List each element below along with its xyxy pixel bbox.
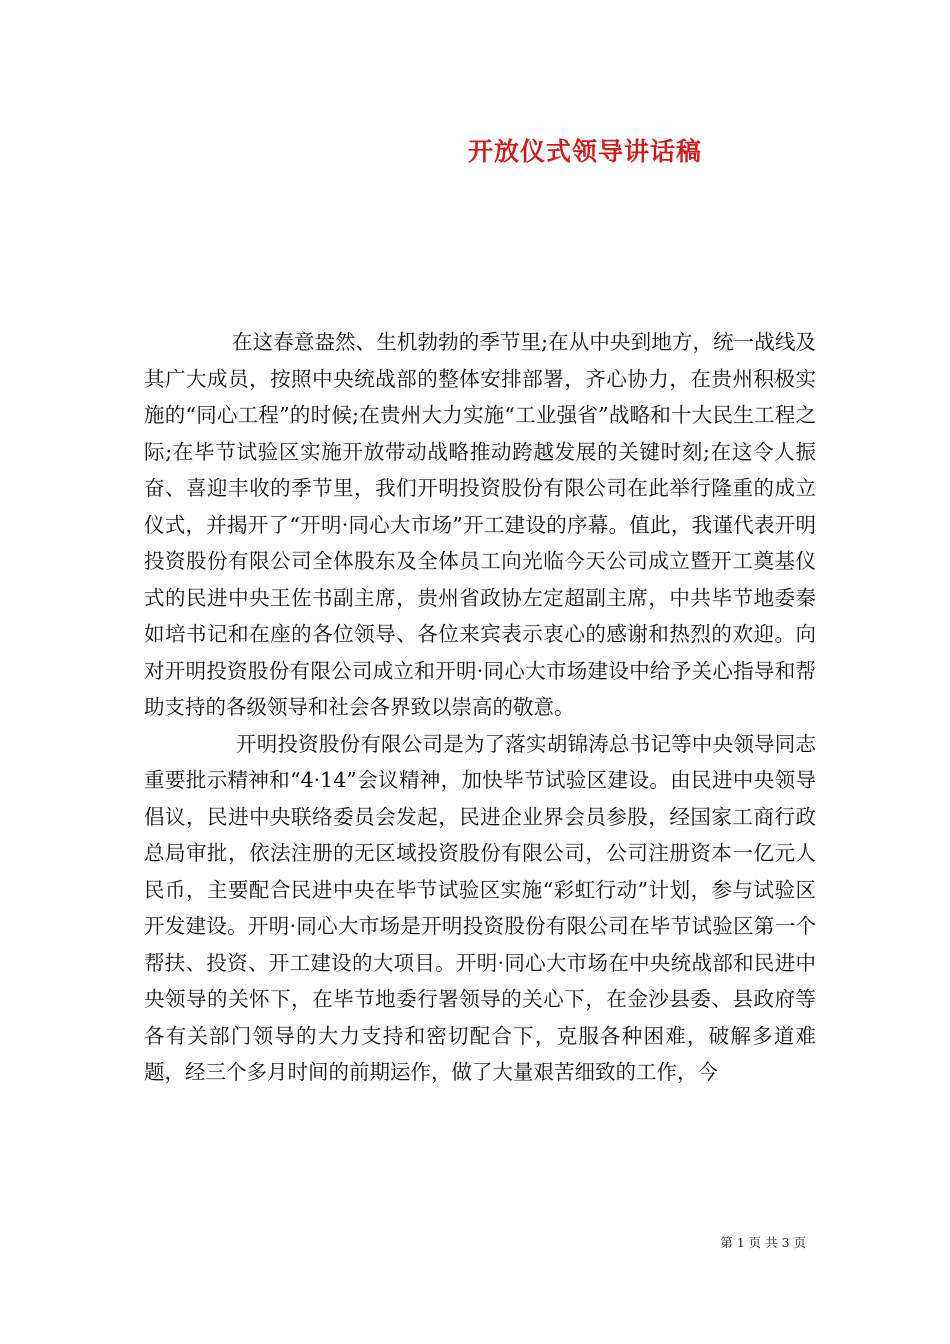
document-body [144,324,816,1091]
page-number-footer: 第 1 页 共 3 页 [720,1235,806,1250]
document-title: 开放仪式领导讲话稿 [467,137,702,166]
paragraph-2: 开明投资股份有限公司是为了落实胡锦涛总书记等中央领导同志重要批示精神和“4·14”会议精神，加快毕节试验区建设。由民进中央领导倡议，民进中央联络委员会发起，民进企业界会员参股，经国家工商行政总局审批，依法注册的无区域投资股份有限公司，公司注册资本一亿元人民币，主要配合民进中央在毕节试验区实施“彩虹行动”计划，参与试验区开发建设。开明·同心大市场是开明投资股份有限公司在毕节试验区第一个帮扶、投资、开工建设的大项目。开明·同心大市场在中央统战部和民进中央领导的关怀下，在毕节地委行署领导的关心下，在金沙县委、县政府等各有关部门领导的大力支持和密切配合下，克服各种困难，破解多道难题，经三个多月时间的前期运作，做了大量艰苦细致的工作，今 [144,731,816,1084]
paragraph-1: 在这春意盎然、生机勃勃的季节里;在从中央到地方，统一战线及其广大成员，按照中央统战部的整体安排部署，齐心协力，在贵州积极实施的“同心工程”的时候;在贵州大力实施“工业强省”战略和十大民生工程之际;在毕节试验区实施开放带动战略推动跨越发展的关键时刻;在这令人振奋、喜迎丰收的季节里，我们开明投资股份有限公司在此举行隆重的成立仪式，并揭开了“开明·同心大市场”开工建设的序幕。值此，我谨代表开明投资股份有限公司全体股东及全体员工向光临今天公司成立暨开工奠基仪式的民进中央王佐书副主席，贵州省政协左定超副主席，中共毕节地委秦如培书记和在座的各位领导、各位来宾表示衷心的感谢和热烈的欢迎。向对开明投资股份有限公司成立和开明·同心大市场建设中给予关心指导和帮助支持的各级领导和社会各界致以崇高的敬意。 [144,330,816,719]
